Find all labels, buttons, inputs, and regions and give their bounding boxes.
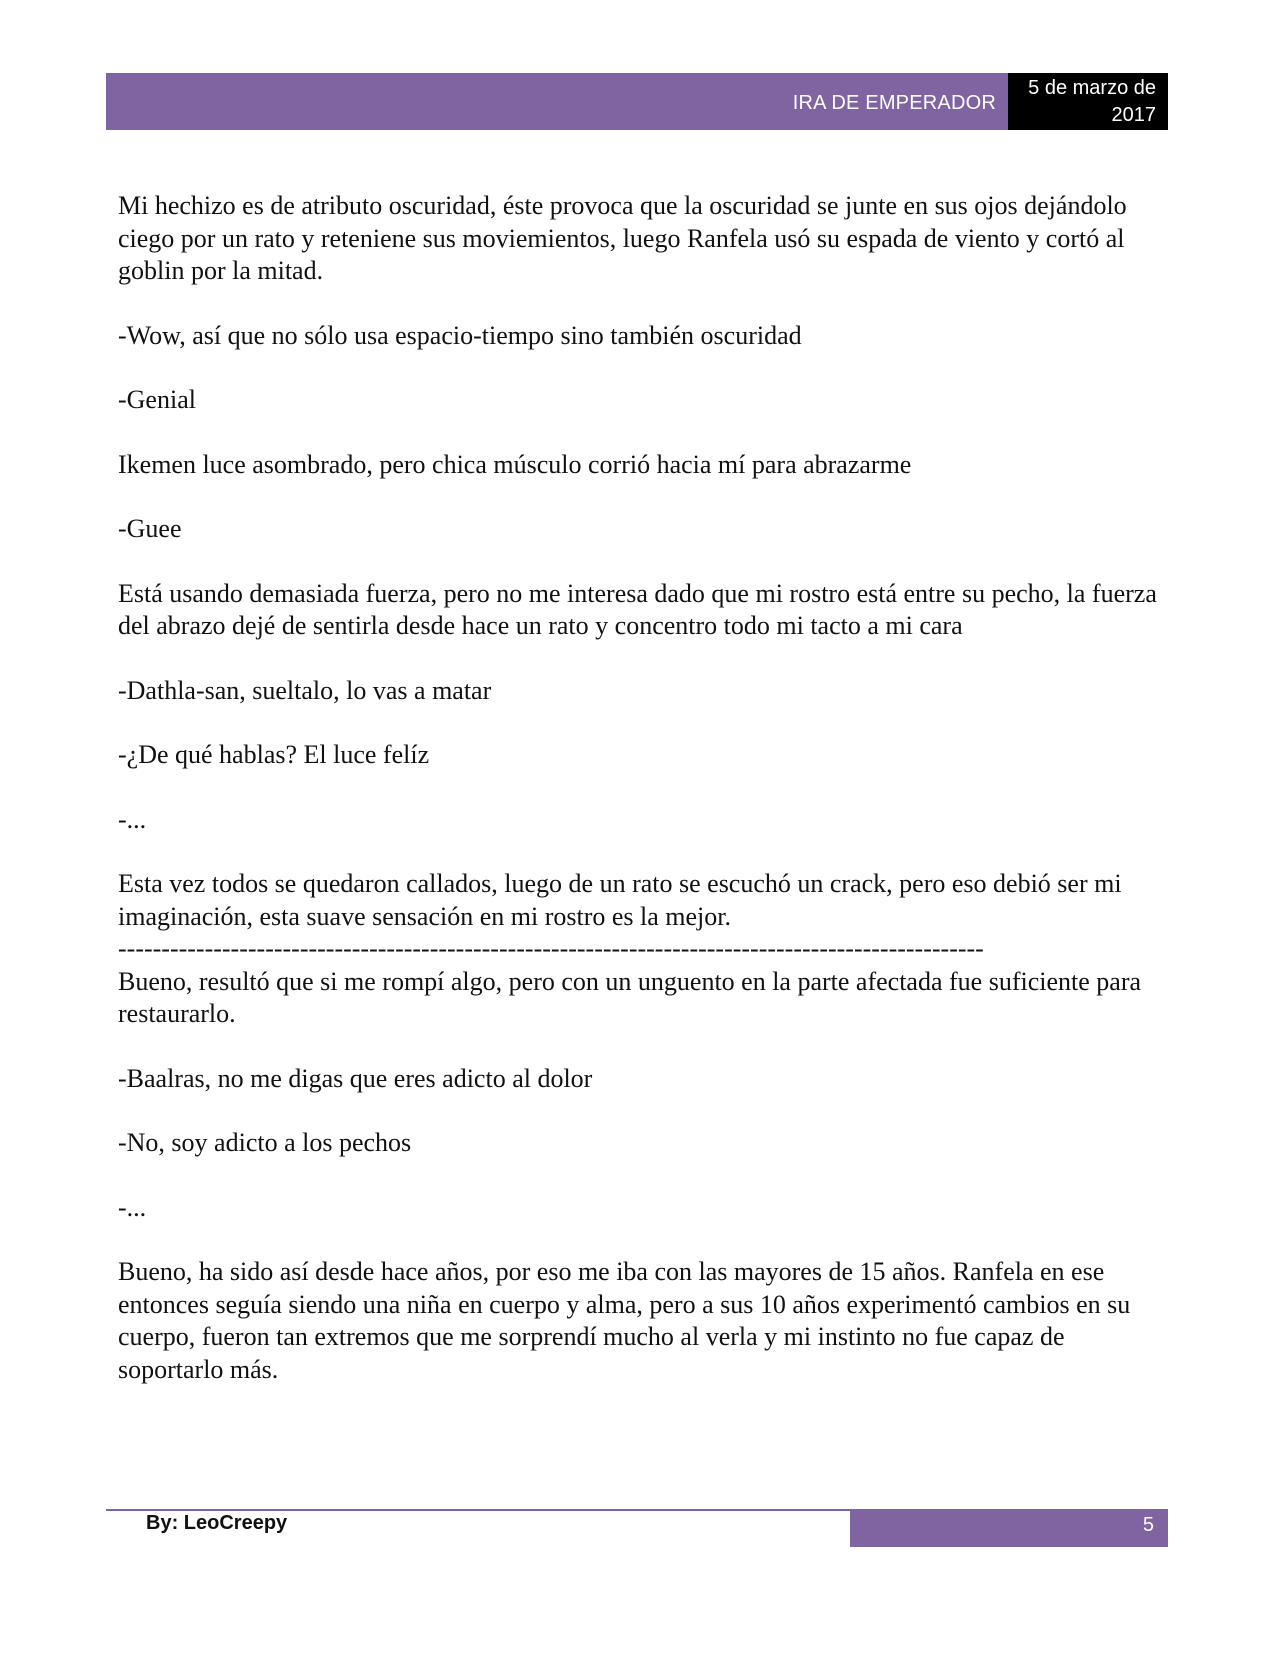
paragraph: -... xyxy=(118,1192,147,1222)
paragraph: Mi hechizo es de atributo oscuridad, éste provoca que la oscuridad se junte en sus ojos dejándolo ciego por un rato y reteniene sus moviemientos, luego Ranfela usó su espada de viento y cortó al goblin por la mitad. xyxy=(118,191,1127,285)
footer-bar xyxy=(850,1509,1168,1547)
paragraph: -Genial xyxy=(118,385,196,414)
paragraph: Está usando demasiada fuerza, pero no me interesa dado que mi rostro está entre su pecho, la fuerza del abrazo dejé de sentirla desde hace un rato y concentro todo mi tacto a mi cara xyxy=(118,578,1157,640)
paragraph: -Baalras, no me digas que eres adicto al dolor xyxy=(118,1063,593,1093)
paragraph: -Wow, así que no sólo usa espacio-tiempo sino también oscuridad xyxy=(118,320,802,350)
header-date xyxy=(1008,73,1168,130)
paragraph: Bueno, ha sido así desde hace años, por eso me iba con las mayores de 15 años. Ranfela en ese entonces seguía siendo una niña en cuerpo y alma, pero a sus 10 años experimentó cambios en su cuerpo, fueron tan extremos que me sorprendí mucho al verla y mi instinto no fue capaz de soportarlo más. xyxy=(118,1257,1131,1384)
paragraph: -¿De qué hablas? El luce felíz xyxy=(118,740,430,769)
document-body xyxy=(118,190,1163,1418)
paragraph: -Dathla-san, sueltalo, lo vas a matar xyxy=(118,675,492,705)
paragraph: -Guee xyxy=(118,514,182,543)
document-title: IRA DE EMPERADOR xyxy=(792,92,996,114)
header-date-line2: 2017 xyxy=(1111,104,1156,126)
scene-separator: ---------------------------------------------------------------------------------------------------- xyxy=(118,934,984,963)
page-number: 5 xyxy=(1142,1514,1154,1536)
footer-author: By: LeoCreepy xyxy=(146,1512,288,1534)
header-bar xyxy=(106,73,1008,130)
paragraph: -... xyxy=(118,804,147,834)
paragraph: Esta vez todos se quedaron callados, luego de un rato se escuchó un crack, pero eso debió ser mi imaginación, esta suave sensación en mi rostro es la mejor. xyxy=(118,869,1122,931)
header-date-line1: 5 de marzo de xyxy=(1028,77,1156,99)
paragraph: Ikemen luce asombrado, pero chica músculo corrió hacia mí para abrazarme xyxy=(118,449,912,479)
footer-divider xyxy=(106,1509,850,1511)
paragraph: Bueno, resultó que si me rompí algo, pero con un unguento en la parte afectada fue suficiente para restaurarlo. xyxy=(118,966,1142,1028)
paragraph: -No, soy adicto a los pechos xyxy=(118,1128,412,1157)
